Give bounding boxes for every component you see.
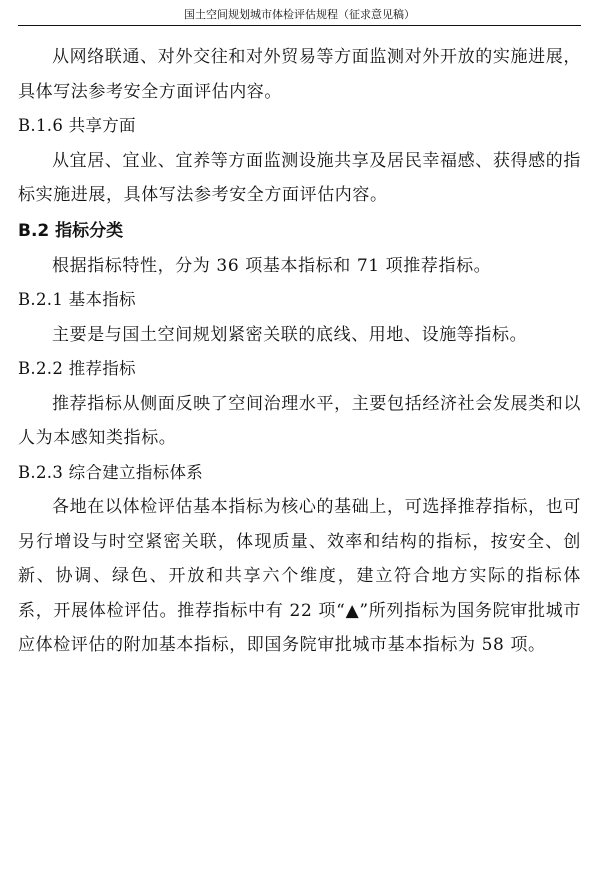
section-heading-b21: B.2.1 基本指标 bbox=[18, 290, 136, 309]
section-heading-b16: B.1.6 共享方面 bbox=[18, 116, 136, 135]
paragraph-sharing-monitoring: 从宜居、宜业、宜养等方面监测设施共享及居民幸福感、获得感的指标实施进展，具体写法参考安全方面评估内容。 bbox=[18, 150, 581, 205]
paragraph-indicator-classification: 根据指标特性，分为 36 项基本指标和 71 项推荐指标。 bbox=[52, 255, 492, 276]
paragraph-open-monitoring: 从网络联通、对外交往和对外贸易等方面监测对外开放的实施进展，具体写法参考安全方面评估内容。 bbox=[18, 47, 581, 102]
running-header: 国土空间规划城市体检评估规程（征求意见稿） bbox=[18, 7, 581, 26]
section-heading-b22: B.2.2 推荐指标 bbox=[18, 359, 136, 378]
section-heading-b23: B.2.3 综合建立指标体系 bbox=[18, 462, 204, 482]
paragraph-indicator-system: 各地在以体检评估基本指标为核心的基础上，可选择推荐指标，也可另行增设与时空紧密关联，体现质量、效率和结构的指标，按安全、创新、协调、绿色、开放和共享六个维度，建立符合地方实际的指标体系，开展体检评估。推荐指标中有 22 项“▲”所列指标为国务院审批城市应体检评估的附加基本指标，即国务院审批城市基本指标为 58 项。 bbox=[18, 497, 581, 655]
document-body bbox=[18, 40, 581, 663]
section-heading-b2: B.2 指标分类 bbox=[18, 220, 124, 241]
paragraph-basic-indicators: 主要是与国土空间规划紧密关联的底线、用地、设施等指标。 bbox=[52, 324, 528, 345]
paragraph-recommended-indicators: 推荐指标从侧面反映了空间治理水平，主要包括经济社会发展类和以人为本感知类指标。 bbox=[18, 393, 581, 448]
